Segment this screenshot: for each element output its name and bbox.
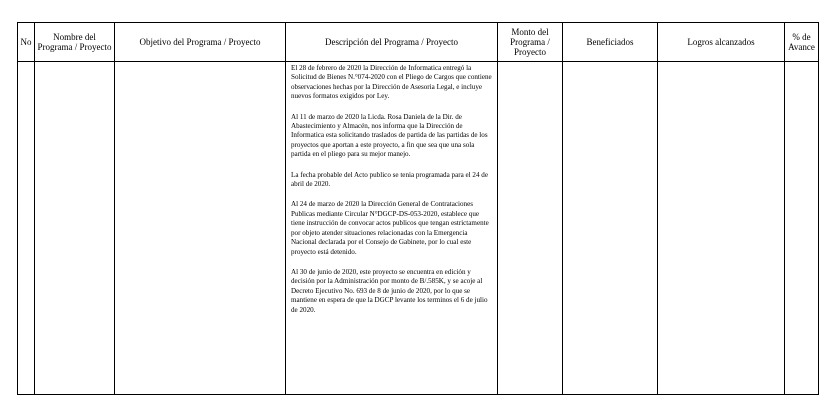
header-beneficiados: Beneficiados <box>563 23 658 62</box>
header-no: No <box>18 23 35 62</box>
header-monto: Monto del Programa / Proyecto <box>498 23 563 62</box>
cell-objetivo <box>115 62 286 395</box>
descripcion-paragraph: Al 30 de junio de 2020, este proyecto se encuentra en edición y decisión por la Administración por monto de B/.585K, y se acoje al Decreto Ejecutivo No. 693 de 8 de junio de 2020, por lo que se mantiene en espera de que la DGCP levante los terminos el 6 de julio de 2020. <box>291 267 488 314</box>
cell-monto <box>498 62 563 395</box>
header-avance: % de Avance <box>785 23 819 62</box>
header-row <box>18 23 819 62</box>
table-row <box>18 62 819 395</box>
cell-beneficiados <box>563 62 658 395</box>
descripcion-paragraph: Al 11 de marzo de 2020 la Licda. Rosa Daniela de la Dir. de Abastecimiento y Almacén, nos informa que la Dirección de Informatica esta solicitando traslados de partida de las partidas de los proyectos que aportan a este proyecto, a fin que sea que una sola partida en el pliego para su mejor manejo. <box>291 112 488 159</box>
cell-no <box>18 62 35 395</box>
cell-nombre <box>35 62 115 395</box>
descripcion-paragraph: Al 24 de marzo de 2020 la Dirección General de Contrataciones Publicas mediante Circular N°DGCP-DS-053-2020, establece que tiene instrucción de convocar actos publicos que tengan estrictamente por objeto atender situaciones relacionadas con la Emergencia Nacional declarada por el Consejo de Gabinete, por lo cual este proyecto está detenido. <box>291 200 489 256</box>
header-descripcion: Descripción del Programa / Proyecto <box>286 23 498 62</box>
cell-logros <box>658 62 785 395</box>
cell-avance <box>785 62 819 395</box>
descripcion-paragraph: El 28 de febrero de 2020 la Dirección de Informatica entregó la Solicitud de Bienes N.°074-2020 con el Pliego de Cargos que contiene observaciones hechas por la Dirección de Asesoria Legal, e incluye nuevos formatos exigidos por Ley. <box>291 64 492 101</box>
header-nombre: Nombre del Programa / Proyecto <box>35 23 115 62</box>
header-logros: Logros alcanzados <box>658 23 785 62</box>
header-objetivo: Objetivo del Programa / Proyecto <box>115 23 286 62</box>
program-table <box>17 22 819 395</box>
cell-descripcion <box>286 62 498 395</box>
descripcion-paragraph: La fecha probable del Acto publico se tenia programada para el 24 de abril de 2020. <box>291 170 488 189</box>
